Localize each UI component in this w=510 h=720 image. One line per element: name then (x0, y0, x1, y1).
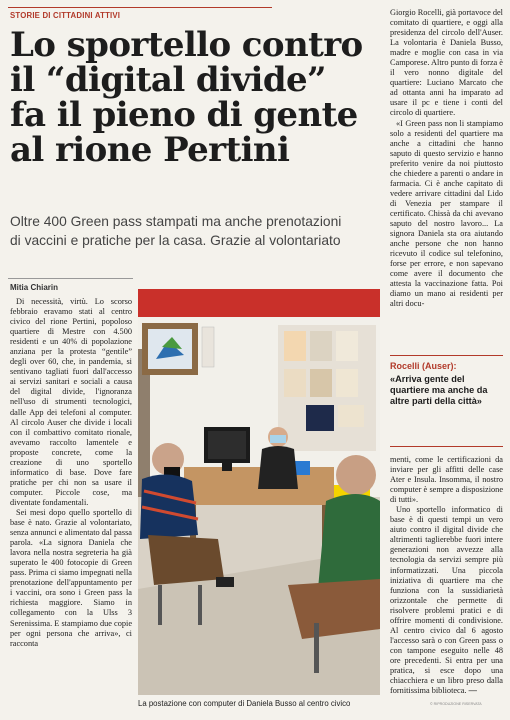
paragraph: Di necessità, virtù. Lo scorso febbraio eravamo stati al centro civico del rione Pertini, popoloso quartiere di Mestre con 4.500 residenti e un 40% di popolazione anziana per la protesta “gentile” degli over 60, che, in pandemia, si sentivano tagliati fuori dall'accesso ai servizi sanitari e sociali a causa del digital divide, l'ignoranza nell'uso di strumenti tecnologici, dalle App dei telefoni al computer. Al circolo Auser che divide i locali con il combattivo comitato rionale, avevamo raccolto lamentele e proposte concrete, come la creazione di uno sportello informatico di base. Dove fare pratiche per chi non sa usare il computer. Piccole cose, ma diventate fondamentali. (10, 297, 132, 507)
headline-line: Lo sportello contro (10, 25, 363, 65)
pullquote-name: Rocelli (Auser): (390, 361, 457, 371)
pullquote-rule (390, 355, 503, 356)
headline-line: al rione Pertini (10, 130, 290, 170)
section-label: STORIE DI CITTADINI ATTIVI (10, 11, 121, 20)
author-rule (8, 278, 133, 279)
article-photo (138, 289, 380, 695)
author-byline: Mitia Chiarin (10, 283, 59, 292)
article-column-1 (10, 297, 132, 649)
headline-line: fa il pieno di gente (10, 95, 358, 135)
paragraph: Sei mesi dopo quello sportello di base è nato. Grazie al volontariato, senza annunci e alimentato dal passa parola. «La signora Daniela che lavora nella nostra segreteria ha già superato le 400 fotocopie di Green pass. Prima ci siamo impegnati nella prenotazione dell'appuntamento per i vaccini, ora sono i Green pass la richiesta maggiore. Siamo in collegamento con la Ulss 3 Serenissima. E stampiamo due copie per ogni persona che arriva», ci racconta (10, 507, 132, 648)
deck-subtitle (10, 212, 380, 250)
end-mark: — (468, 686, 477, 696)
headline-line: il “digital divide” (10, 60, 327, 100)
pullquote-rule-bottom (390, 446, 503, 447)
section-rule (8, 7, 272, 8)
article-column-3-top (390, 8, 503, 309)
photo-illustration (138, 289, 380, 695)
paragraph: «I Green pass non li stampiamo solo a residenti del quartiere ma anche a cittadini che hanno saputo di questo servizio e hanno preferito venire da noi piuttosto che chiedere a parenti o andare in farmacia. Ci è anche capitato di vedere arrivare cittadini dal Lido di Venezia per stampare il certificato. Chissà da chi avevano saputo del nostro lavoro... La signora Daniela sta ora aiutando anche persone che non hanno ricevuto il codice sul telefonino, forse per errore, e non sapevano come avere il documento che attesta la vaccinazione fatta. Poi diamo un mano ai residenti per altri docu- (390, 118, 503, 309)
article-column-3-bottom (390, 455, 503, 696)
paragraph: Uno sportello informatico di base è di questi tempi un vero aiuto contro il digital divide che altrimenti taglierebbe fuori intere generazioni non avvezze alla tecnologia da servizi sempre più informatizzati. Una piccola iniziativa di quartiere ma che funziona con la sussidiarietà orizzontale che permette di risolvere problemi pratici e di offrire momenti di condivisione. Al centro civico dal 6 agosto l'accesso sarà o con Green pass o con tampone eseguito nelle 48 ore precedenti. Si entra per una pratica, si esce dopo una chiacchiera e un libro preso dalla fornitissima biblioteca. (390, 505, 503, 696)
paragraph: Giorgio Rocelli, già portavoce del comitato di quartiere, e oggi alla presidenza del circolo dell'Auser. La volontaria è Daniela Busso, madre e moglie con casa in via Camporese. Altro punto di forza è il vero nonno digitale del quartiere: Luciano Marcato che ad ottanta anni ha imparato ad usare il pc e tiene i conti del circolo di quartiere. (390, 8, 503, 118)
photo-caption: La postazione con computer di Daniela Busso al centro civico (138, 699, 351, 708)
deck-line: Oltre 400 Green pass stampati ma anche prenotazioni (10, 214, 342, 229)
paragraph-wrapper (390, 505, 503, 696)
pullquote-text: «Arriva gente del quartiere ma anche da altre parti della città» (390, 374, 488, 406)
rights-notice: © RIPRODUZIONE RISERVATA (430, 702, 482, 706)
headline (10, 25, 363, 170)
paragraph: menti, come le certificazioni da inviare per gli affitti delle case Ater e Insula. Insomma, il nostro computer è sempre a disposizione di tutti». (390, 455, 503, 505)
deck-line: di vaccini e pratiche per la casa. Grazie al volontariato (10, 233, 341, 248)
